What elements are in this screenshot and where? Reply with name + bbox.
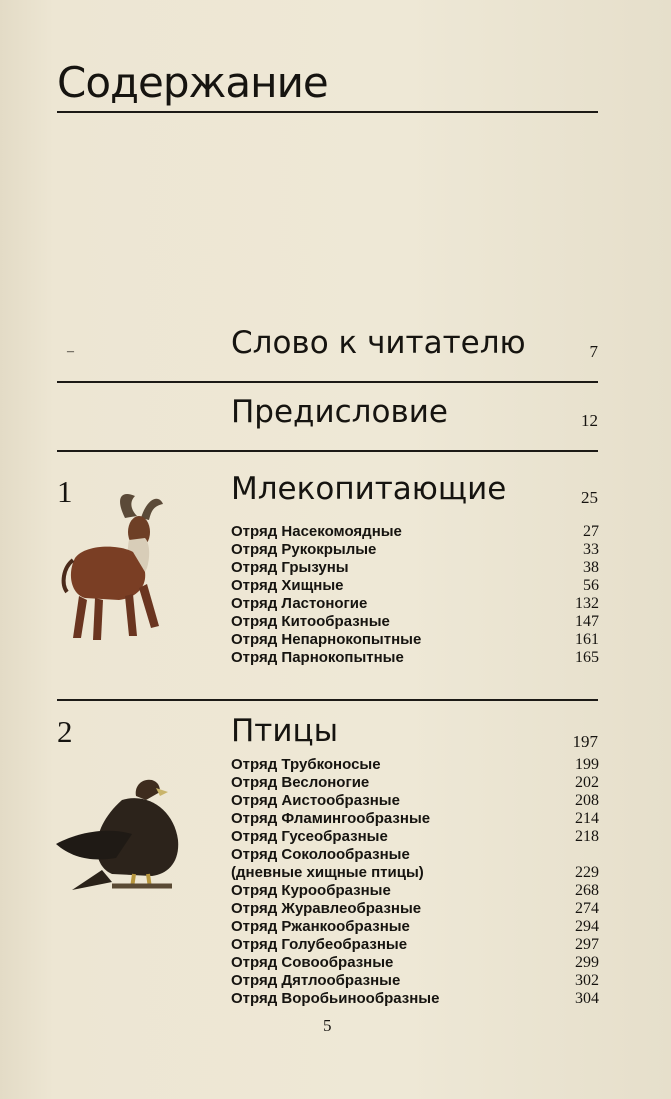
entry-page: 299 [575, 954, 599, 971]
entry-label: Отряд Соколообразные [231, 846, 410, 863]
eagle-illustration [52, 770, 192, 895]
chapter-1-number: 1 [57, 474, 73, 509]
toc-entry [231, 972, 599, 990]
foreword-page: 7 [589, 342, 598, 361]
entry-page: 297 [575, 936, 599, 953]
entry-label: Отряд Парнокопытные [231, 649, 404, 666]
entry-page: 132 [575, 595, 599, 612]
entry-page: 274 [575, 900, 599, 917]
toc-entry [231, 649, 599, 667]
preface-page: 12 [581, 411, 598, 430]
entry-label: Отряд Хищные [231, 577, 344, 594]
entry-page: 302 [575, 972, 599, 989]
toc-entry [231, 613, 599, 631]
toc-entry [231, 756, 599, 774]
toc-entry [231, 900, 599, 918]
toc-entry [231, 559, 599, 577]
foreword-rule [57, 381, 598, 383]
toc-entry [231, 541, 599, 559]
entry-label: Отряд Веслоногие [231, 774, 370, 791]
entry-page: 147 [575, 613, 599, 630]
dash-mark: – [67, 344, 74, 359]
entry-label: Отряд Трубконосые [231, 756, 381, 773]
toc-entry [231, 936, 599, 954]
toc-entry [231, 577, 599, 595]
entry-label: Отряд Китообразные [231, 613, 390, 630]
toc-entry [231, 810, 599, 828]
goat-illustration [55, 488, 170, 648]
entry-label: Отряд Гусеобразные [231, 828, 388, 845]
entry-label: Отряд Дятлообразные [231, 972, 401, 989]
foreword-title: Слово к читателю [231, 325, 526, 361]
chapter-1-title: Млекопитающие [231, 471, 507, 507]
chapter-2-entries [231, 756, 599, 1008]
entry-page: 161 [575, 631, 599, 648]
entry-page: 199 [575, 756, 599, 773]
toc-entry [231, 595, 599, 613]
toc-entry [231, 990, 599, 1008]
toc-entry [231, 631, 599, 649]
entry-label: Отряд Насекомоядные [231, 523, 402, 540]
entry-label: Отряд Журавлеобразные [231, 900, 422, 917]
toc-entry [231, 954, 599, 972]
page-number: 5 [323, 1016, 332, 1035]
entry-page: 218 [575, 828, 599, 845]
entry-label: Отряд Непарнокопытные [231, 631, 422, 648]
entry-page: 56 [583, 577, 599, 594]
toc-entry [231, 774, 599, 792]
entry-page: 229 [575, 864, 599, 881]
chapter-2-rule [57, 699, 598, 701]
entry-page: 294 [575, 918, 599, 935]
chapter-2-page: 197 [572, 732, 598, 751]
entry-page: 268 [575, 882, 599, 899]
entry-label: Отряд Рукокрылые [231, 541, 377, 558]
entry-label: Отряд Совообразные [231, 954, 394, 971]
entry-page: 202 [575, 774, 599, 791]
entry-label: Отряд Курообразные [231, 882, 391, 899]
toc-entry [231, 828, 599, 846]
toc-entry [231, 864, 599, 882]
entry-page: 304 [575, 990, 599, 1007]
preface-title: Предисловие [231, 394, 448, 430]
entry-page: 208 [575, 792, 599, 809]
chapter-2-title: Птицы [231, 713, 339, 749]
entry-page: 27 [583, 523, 599, 540]
entry-label: (дневные хищные птицы) [231, 864, 424, 881]
toc-entry [231, 523, 599, 541]
entry-label: Отряд Грызуны [231, 559, 349, 576]
entry-label: Отряд Фламингообразные [231, 810, 431, 827]
entry-page: 38 [583, 559, 599, 576]
entry-page: 165 [575, 649, 599, 666]
entry-label: Отряд Аистообразные [231, 792, 400, 809]
entry-page: 33 [583, 541, 599, 558]
entry-label: Отряд Воробьинообразные [231, 990, 440, 1007]
entry-label: Отряд Голубеобразные [231, 936, 408, 953]
title-rule [57, 111, 598, 113]
entry-page: 214 [575, 810, 599, 827]
chapter-2-number: 2 [57, 714, 73, 749]
chapter-1-entries [231, 523, 599, 667]
toc-entry [231, 882, 599, 900]
toc-entry [231, 846, 599, 864]
entry-label: Отряд Ластоногие [231, 595, 368, 612]
toc-entry [231, 918, 599, 936]
page-title: Содержание [57, 58, 328, 107]
preface-rule [57, 450, 598, 452]
toc-entry [231, 792, 599, 810]
entry-label: Отряд Ржанкообразные [231, 918, 410, 935]
chapter-1-page: 25 [581, 488, 598, 507]
